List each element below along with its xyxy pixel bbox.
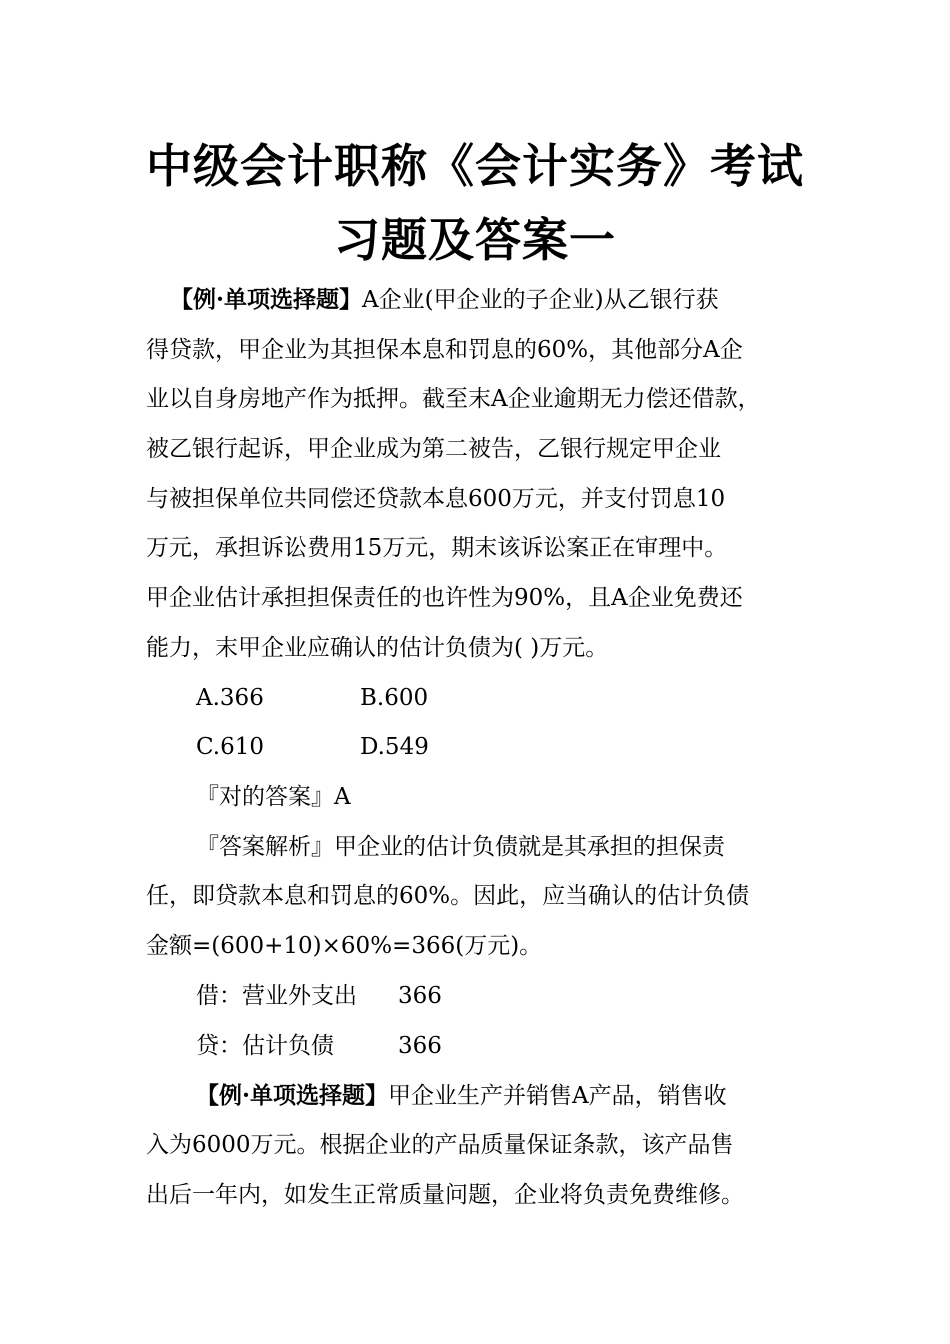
document-title-line-1: 中级会计职称《会计实务》考试: [146, 139, 804, 193]
q1-text-line: 被乙银行起诉，甲企业成为第二被告，乙银行规定甲企业: [146, 436, 721, 462]
q1-text-line: 能力，末甲企业应确认的估计负债为( )万元。: [146, 635, 609, 661]
document-title-line-2: 习题及答案一: [334, 213, 616, 267]
q1-text-line: 与被担保单位共同偿还贷款本息600万元，并支付罚息10: [146, 486, 726, 512]
q1-analysis-line: 任，即贷款本息和罚息的60%。因此，应当确认的估计负债: [146, 883, 750, 909]
q1-option-b: B.600: [360, 685, 429, 711]
q1-text-line: A企业(甲企业的子企业)从乙银行获: [362, 287, 719, 313]
q1-text-line: 业以自身房地产作为抵押。截至末A企业逾期无力偿还借款，: [146, 386, 761, 412]
q1-text-line: 得贷款，甲企业为其担保本息和罚息的60%，其他部分A企: [146, 337, 743, 363]
q2-text-line: 甲企业生产并销售A产品，销售收: [388, 1083, 727, 1109]
q1-analysis-line: 『答案解析』甲企业的估计负债就是其承担的担保责: [196, 834, 725, 860]
q1-label: 【例·单项选择题】: [170, 286, 363, 313]
q1-option-a: A.366: [196, 685, 264, 711]
q1-text-line: 甲企业估计承担担保责任的也许性为90%，且A企业免费还: [146, 585, 743, 611]
q2-text-line: 出后一年内，如发生正常质量问题，企业将负责免费维修。: [146, 1182, 744, 1208]
q2-first-line: [196, 1081, 727, 1111]
q1-option-d: D.549: [360, 734, 429, 760]
q1-text-line: 万元，承担诉讼费用15万元，期末该诉讼案正在审理中。: [146, 535, 728, 561]
q1-entry-debit-value: 366: [398, 983, 442, 1009]
q1-entry-debit-label: 借：营业外支出: [196, 983, 357, 1009]
q1-analysis-line: 金额=(600+10)×60%=366(万元)。: [146, 933, 543, 959]
q2-label: 【例·单项选择题】: [196, 1082, 389, 1109]
q1-answer: 『对的答案』A: [196, 784, 351, 810]
q1-option-c: C.610: [196, 734, 264, 760]
q1-entry-credit-value: 366: [398, 1033, 442, 1059]
q1-entry-credit-label: 贷：估计负债: [196, 1033, 334, 1059]
q1-first-line: [170, 285, 719, 315]
q2-text-line: 入为6000万元。根据企业的产品质量保证条款，该产品售: [146, 1132, 734, 1158]
